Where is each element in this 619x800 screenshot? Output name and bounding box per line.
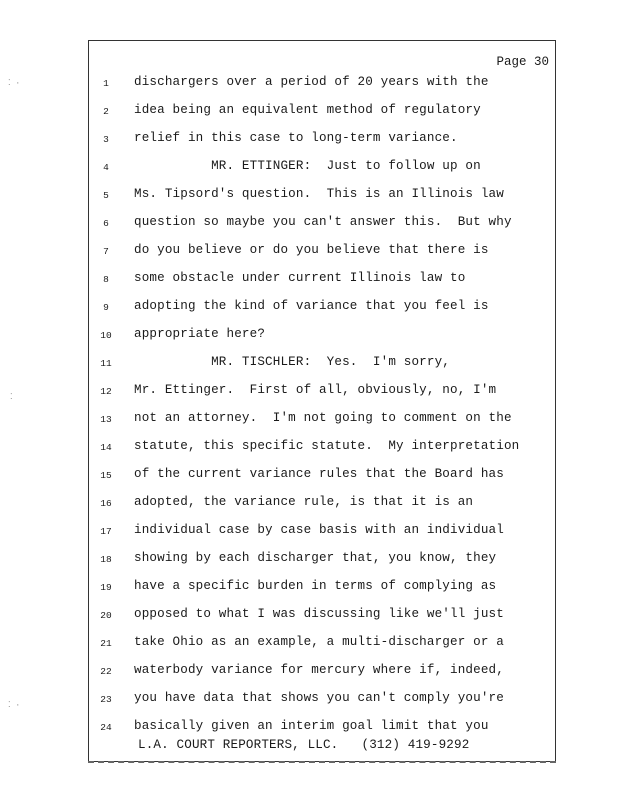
line-number: 5 <box>103 190 109 201</box>
line-text: showing by each discharger that, you know, they <box>134 551 497 565</box>
line-text: Mr. Ettinger. First of all, obviously, no, I'm <box>134 383 497 397</box>
line-number: 24 <box>100 722 112 733</box>
line-text: MR. TISCHLER: Yes. I'm sorry, <box>134 355 451 369</box>
line-text: opposed to what I was discussing like we'll just <box>134 607 504 621</box>
transcript-line <box>0 103 619 123</box>
line-number: 3 <box>103 134 109 145</box>
transcript-line <box>0 691 619 711</box>
line-number: 23 <box>100 694 112 705</box>
page-border-bottom <box>88 761 556 763</box>
transcript-line <box>0 131 619 151</box>
line-text: question so maybe you can't answer this. But why <box>134 215 512 229</box>
transcript-line <box>0 215 619 235</box>
line-text: waterbody variance for mercury where if, indeed, <box>134 663 504 677</box>
line-text: adopting the kind of variance that you feel is <box>134 299 489 313</box>
line-number: 18 <box>100 554 112 565</box>
transcript-line <box>0 523 619 543</box>
line-number: 11 <box>100 358 112 369</box>
line-text: idea being an equivalent method of regulatory <box>134 103 481 117</box>
scan-speck: ⁚ · <box>8 79 21 88</box>
line-text: Ms. Tipsord's question. This is an Illinois law <box>134 187 504 201</box>
transcript-line <box>0 159 619 179</box>
line-number: 1 <box>103 78 109 89</box>
line-number: 8 <box>103 274 109 285</box>
transcript-line <box>0 495 619 515</box>
line-number: 2 <box>103 106 109 117</box>
line-text: adopted, the variance rule, is that it is an <box>134 495 474 509</box>
transcript-line <box>0 719 619 739</box>
line-text: do you believe or do you believe that there is <box>134 243 489 257</box>
transcript-line <box>0 411 619 431</box>
page-number: Page 30 <box>496 55 549 69</box>
line-number: 15 <box>100 470 112 481</box>
transcript-line <box>0 271 619 291</box>
transcript-line <box>0 243 619 263</box>
reporter-footer: L.A. COURT REPORTERS, LLC. (312) 419-9292 <box>138 738 470 752</box>
line-number: 22 <box>100 666 112 677</box>
line-text: some obstacle under current Illinois law to <box>134 271 466 285</box>
transcript-line <box>0 75 619 95</box>
line-text: MR. ETTINGER: Just to follow up on <box>134 159 481 173</box>
transcript-line <box>0 187 619 207</box>
line-number: 7 <box>103 246 109 257</box>
transcript-line <box>0 355 619 375</box>
line-text: statute, this specific statute. My interpretation <box>134 439 520 453</box>
transcript-line <box>0 327 619 347</box>
line-number: 19 <box>100 582 112 593</box>
transcript-line <box>0 467 619 487</box>
transcript-line <box>0 383 619 403</box>
line-text: of the current variance rules that the Board has <box>134 467 504 481</box>
transcript-line <box>0 579 619 599</box>
line-text: basically given an interim goal limit that you <box>134 719 489 733</box>
line-text: individual case by case basis with an individual <box>134 523 504 537</box>
transcript-line <box>0 439 619 459</box>
line-number: 9 <box>103 302 109 313</box>
line-number: 6 <box>103 218 109 229</box>
transcript-line <box>0 663 619 683</box>
line-text: not an attorney. I'm not going to comment on the <box>134 411 512 425</box>
line-number: 10 <box>100 330 112 341</box>
line-text: take Ohio as an example, a multi-discharger or a <box>134 635 504 649</box>
line-number: 21 <box>100 638 112 649</box>
scan-speck: ⁚ · <box>8 701 21 710</box>
line-number: 14 <box>100 442 112 453</box>
transcript-line <box>0 551 619 571</box>
line-number: 4 <box>103 162 109 173</box>
transcript-line <box>0 635 619 655</box>
line-text: appropriate here? <box>134 327 266 341</box>
line-number: 12 <box>100 386 112 397</box>
line-number: 13 <box>100 414 112 425</box>
line-number: 20 <box>100 610 112 621</box>
line-text: have a specific burden in terms of complying as <box>134 579 497 593</box>
line-number: 17 <box>100 526 112 537</box>
line-text: you have data that shows you can't comply you're <box>134 691 504 705</box>
transcript-line <box>0 607 619 627</box>
transcript-line <box>0 299 619 319</box>
line-number: 16 <box>100 498 112 509</box>
line-text: relief in this case to long-term variance. <box>134 131 458 145</box>
line-text: dischargers over a period of 20 years with the <box>134 75 489 89</box>
scan-speck: ⁚ <box>10 393 13 402</box>
